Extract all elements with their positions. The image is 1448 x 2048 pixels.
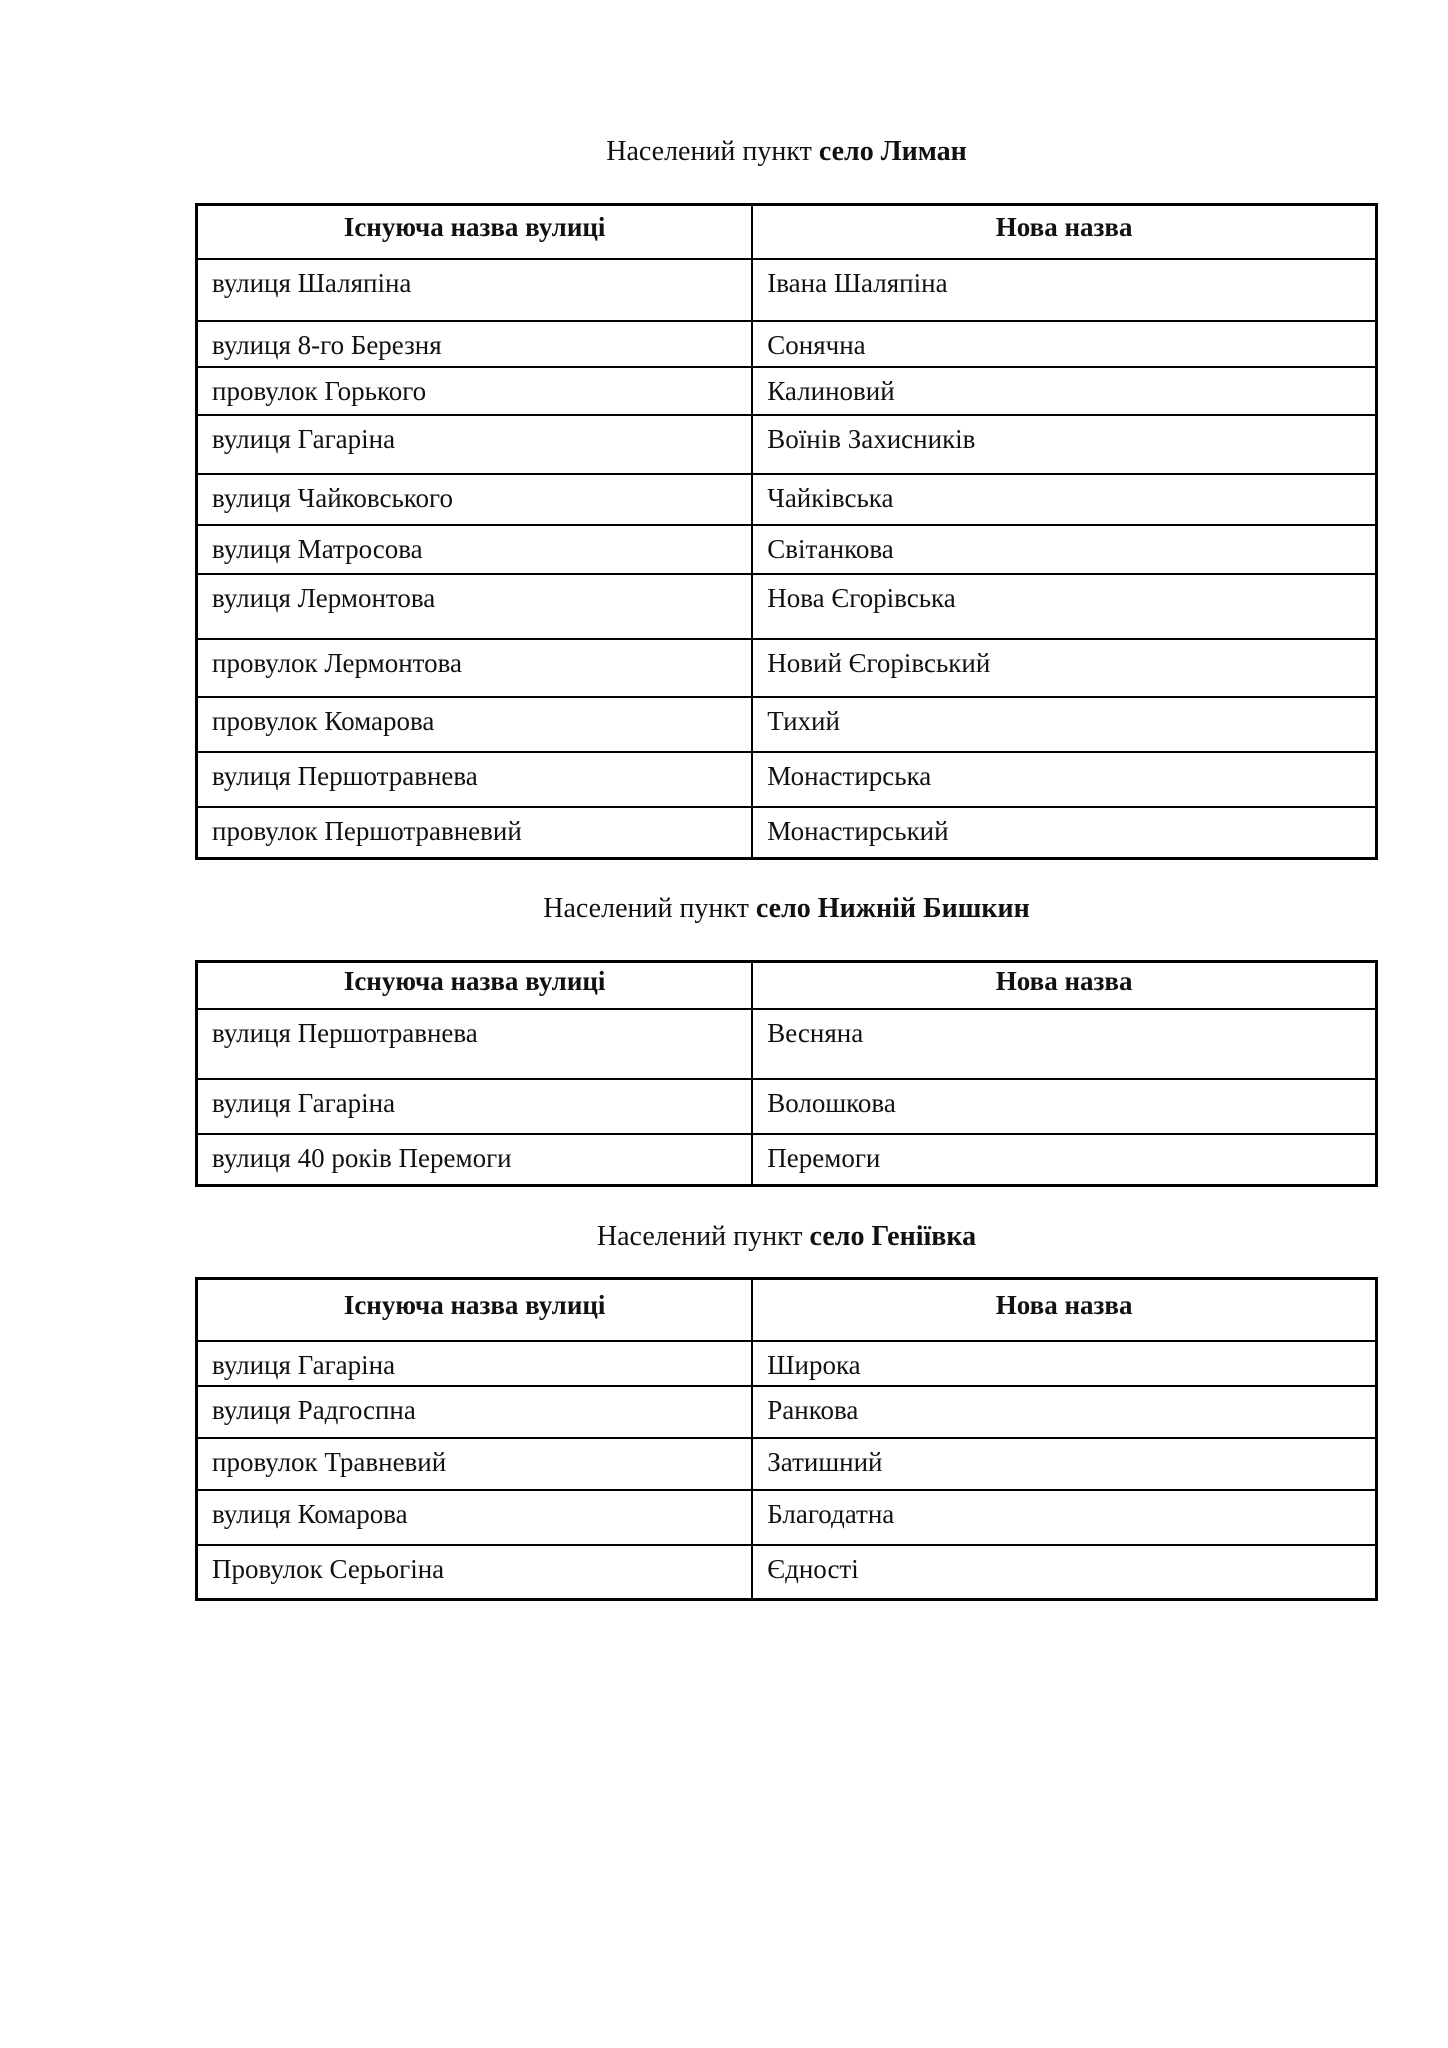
column-header-existing-name: Існуюча назва вулиці	[197, 1279, 753, 1341]
column-header-new-name: Нова назва	[752, 962, 1376, 1009]
new-name-cell: Весняна	[752, 1009, 1376, 1079]
table-row	[197, 807, 1377, 859]
section-title-prefix: Населений пункт	[606, 136, 812, 167]
table-row	[197, 639, 1377, 697]
table-row	[197, 474, 1377, 525]
rename-table-heniivka	[195, 1277, 1378, 1601]
existing-name-cell: вулиця Першотравнева	[197, 752, 753, 807]
new-name-cell: Чайківська	[752, 474, 1376, 525]
table-row	[197, 1079, 1377, 1134]
existing-name-cell: провулок Першотравневий	[197, 807, 753, 859]
new-name-cell: Широка	[752, 1341, 1376, 1386]
table-row	[197, 259, 1377, 321]
existing-name-cell: вулиця Гагаріна	[197, 1079, 753, 1134]
table-row	[197, 1490, 1377, 1545]
new-name-cell: Ранкова	[752, 1386, 1376, 1438]
column-header-existing-name: Існуюча назва вулиці	[197, 205, 753, 259]
new-name-cell: Калиновий	[752, 367, 1376, 415]
table-row	[197, 697, 1377, 752]
table-row	[197, 525, 1377, 574]
new-name-cell: Єдності	[752, 1545, 1376, 1600]
existing-name-cell: провулок Горького	[197, 367, 753, 415]
existing-name-cell: вулиця Гагаріна	[197, 415, 753, 474]
table-row	[197, 1134, 1377, 1186]
table-row	[197, 1438, 1377, 1490]
new-name-cell: Новий Єгорівський	[752, 639, 1376, 697]
section-title-settlement: село Нижній Бишкин	[755, 893, 1030, 924]
new-name-cell: Воїнів Захисників	[752, 415, 1376, 474]
new-name-cell: Монастирська	[752, 752, 1376, 807]
table-row	[197, 1386, 1377, 1438]
existing-name-cell: вулиця 40 років Перемоги	[197, 1134, 753, 1186]
existing-name-cell: вулиця Комарова	[197, 1490, 753, 1545]
section-title-prefix: Населений пункт	[596, 1221, 803, 1252]
table-header-row	[197, 1279, 1377, 1341]
new-name-cell: Волошкова	[752, 1079, 1376, 1134]
existing-name-cell: провулок Лермонтова	[197, 639, 753, 697]
table-header-row	[197, 962, 1377, 1009]
new-name-cell: Перемоги	[752, 1134, 1376, 1186]
existing-name-cell: провулок Травневий	[197, 1438, 753, 1490]
table-row	[197, 321, 1377, 367]
existing-name-cell: вулиця Гагаріна	[197, 1341, 753, 1386]
table-row	[197, 367, 1377, 415]
new-name-cell: Благодатна	[752, 1490, 1376, 1545]
existing-name-cell: вулиця Першотравнева	[197, 1009, 753, 1079]
column-header-existing-name: Існуюча назва вулиці	[197, 962, 753, 1009]
existing-name-cell: вулиця Чайковського	[197, 474, 753, 525]
new-name-cell: Світанкова	[752, 525, 1376, 574]
table-row	[197, 1545, 1377, 1600]
existing-name-cell: провулок Комарова	[197, 697, 753, 752]
section-title-prefix: Населений пункт	[543, 893, 749, 924]
new-name-cell: Тихий	[752, 697, 1376, 752]
section-title-settlement: село Лиман	[818, 136, 967, 167]
column-header-new-name: Нова назва	[752, 205, 1376, 259]
new-name-cell: Нова Єгорівська	[752, 574, 1376, 639]
new-name-cell: Монастирський	[752, 807, 1376, 859]
existing-name-cell: вулиця Матросова	[197, 525, 753, 574]
existing-name-cell: Провулок Серьогіна	[197, 1545, 753, 1600]
table-row	[197, 752, 1377, 807]
existing-name-cell: вулиця Лермонтова	[197, 574, 753, 639]
section-title-nyzhnii-byshkyn	[195, 893, 1378, 925]
table-row	[197, 415, 1377, 474]
existing-name-cell: вулиця 8-го Березня	[197, 321, 753, 367]
rename-table-nyzhnii-byshkyn	[195, 960, 1378, 1187]
rename-table-lyman	[195, 203, 1378, 860]
new-name-cell: Івана Шаляпіна	[752, 259, 1376, 321]
section-title-settlement: село Геніївка	[809, 1221, 977, 1252]
new-name-cell: Сонячна	[752, 321, 1376, 367]
existing-name-cell: вулиця Шаляпіна	[197, 259, 753, 321]
new-name-cell: Затишний	[752, 1438, 1376, 1490]
section-title-lyman	[195, 136, 1378, 168]
existing-name-cell: вулиця Радгоспна	[197, 1386, 753, 1438]
table-header-row	[197, 205, 1377, 259]
table-row	[197, 1009, 1377, 1079]
column-header-new-name: Нова назва	[752, 1279, 1376, 1341]
table-row	[197, 1341, 1377, 1386]
table-row	[197, 574, 1377, 639]
section-title-heniivka	[195, 1221, 1378, 1253]
